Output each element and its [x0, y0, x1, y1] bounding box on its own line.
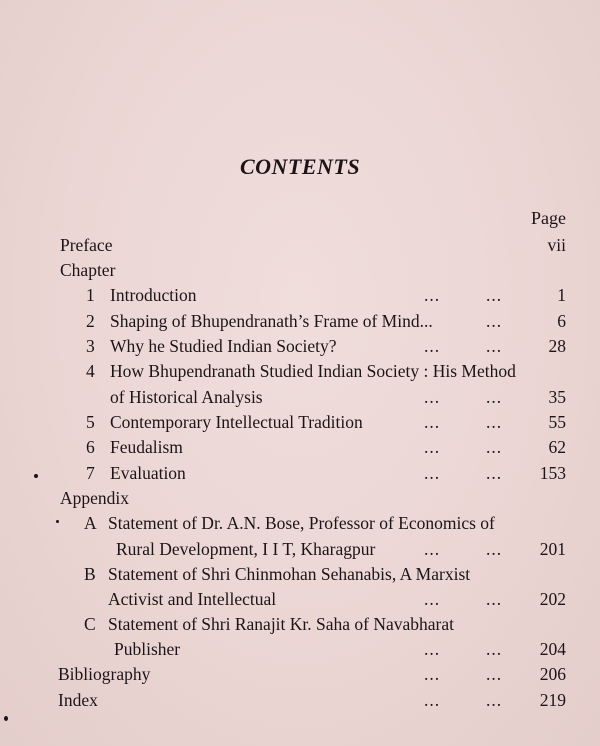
- toc-leader-dots: ...: [486, 387, 503, 407]
- toc-entry-chapter-7: [0, 461, 600, 486]
- toc-entry-page: 55: [548, 412, 566, 432]
- toc-entry-label: Statement of Shri Ranajit Kr. Saha of Navabharat: [108, 614, 455, 634]
- toc-leader-dots: ...: [486, 336, 503, 356]
- toc-entry-page: 201: [539, 539, 566, 559]
- toc-entry-label: How Bhupendranath Studied Indian Society : His Method: [110, 361, 516, 381]
- toc-entry-page: 153: [539, 463, 566, 483]
- toc-entry-label: Index: [58, 690, 98, 710]
- ink-speck: [34, 474, 38, 478]
- toc-leader-dots: ...: [486, 589, 503, 609]
- toc-entry-label: Activist and Intellectual: [108, 589, 277, 609]
- toc-entry-appendix-a-continued: [0, 537, 600, 562]
- toc-leader-dots: ...: [486, 311, 503, 331]
- toc-entry-number: 4: [86, 361, 95, 381]
- toc-entry-page: 202: [539, 589, 566, 609]
- toc-entry-chapter-4: [0, 359, 600, 384]
- toc-entry-page: vii: [547, 235, 566, 255]
- toc-entry-label: Preface: [60, 235, 113, 255]
- toc-entry-label: Shaping of Bhupendranath’s Frame of Mind...: [110, 311, 433, 331]
- toc-entry-appendix-a: [0, 511, 600, 536]
- toc-leader-dots: ...: [424, 336, 441, 356]
- toc-leader-dots: ...: [424, 387, 441, 407]
- toc-entry-number: A: [84, 513, 97, 533]
- toc-entry-number: 1: [86, 285, 95, 305]
- toc-entry-label: Statement of Dr. A.N. Bose, Professor of Economics of: [108, 513, 495, 533]
- toc-entry-page: 1: [557, 285, 566, 305]
- toc-entry-page: 6: [557, 311, 566, 331]
- toc-leader-dots: ...: [486, 539, 503, 559]
- toc-entry-page: 204: [539, 639, 566, 659]
- toc-leader-dots: ...: [424, 285, 441, 305]
- toc-entry-page: 219: [539, 690, 566, 710]
- page-title: CONTENTS: [239, 154, 361, 179]
- toc-entry-appendix-c: [0, 612, 600, 637]
- toc-leader-dots: ...: [424, 664, 441, 684]
- toc-leader-dots: ...: [486, 664, 503, 684]
- toc-entry-label: Rural Development, I I T, Kharagpur: [116, 539, 376, 559]
- toc-section-label: Appendix: [60, 488, 130, 508]
- toc-leader-dots: ...: [486, 412, 503, 432]
- toc-entry-page: 62: [548, 437, 566, 457]
- toc-leader-dots: ...: [424, 539, 441, 559]
- toc-entry-chapter-6: [0, 435, 600, 460]
- toc-leader-dots: ...: [424, 639, 441, 659]
- toc-entry-page: 206: [539, 664, 566, 684]
- toc-leader-dots: ...: [424, 589, 441, 609]
- toc-entry-appendix-c-continued: [0, 637, 600, 662]
- toc-entry-number: 5: [86, 412, 95, 432]
- toc-section-appendix: [0, 486, 600, 511]
- toc-leader-dots: ...: [486, 639, 503, 659]
- toc-entry-label: Why he Studied Indian Society?: [110, 336, 337, 356]
- toc-entry-number: 6: [86, 437, 95, 457]
- toc-entry-number: 2: [86, 311, 95, 331]
- toc-entry-number: B: [84, 564, 96, 584]
- toc-leader-dots: ...: [424, 690, 441, 710]
- toc-entry-label: Bibliography: [58, 664, 151, 684]
- toc-entry-chapter-3: [0, 334, 600, 359]
- toc-entry-appendix-b: [0, 562, 600, 587]
- toc-section-chapter: [0, 258, 600, 283]
- page-column-heading: Page: [531, 208, 566, 228]
- toc-leader-dots: ...: [486, 690, 503, 710]
- toc-entry-label: Publisher: [114, 639, 181, 659]
- toc-entry-label: Contemporary Intellectual Tradition: [110, 412, 363, 432]
- toc-entry-number: 3: [86, 336, 95, 356]
- toc-entry-number: 7: [86, 463, 95, 483]
- toc-entry-preface: [0, 233, 600, 258]
- toc-entry-chapter-5: [0, 410, 600, 435]
- toc-entry-appendix-b-continued: [0, 587, 600, 612]
- toc-entry-label: Statement of Shri Chinmohan Sehanabis, A Marxist: [108, 564, 471, 584]
- ink-speck: [56, 520, 59, 523]
- toc-entry-bibliography: [0, 662, 600, 687]
- toc-leader-dots: ...: [486, 437, 503, 457]
- toc-leader-dots: ...: [424, 463, 441, 483]
- toc-entry-number: C: [84, 614, 96, 634]
- toc-entry-chapter-2: [0, 309, 600, 334]
- toc-leader-dots: ...: [424, 412, 441, 432]
- toc-section-label: Chapter: [60, 260, 116, 280]
- toc-entry-page: 35: [548, 387, 566, 407]
- toc-entry-index: [0, 688, 600, 713]
- toc-leader-dots: ...: [424, 437, 441, 457]
- toc-entry-label: Introduction: [110, 285, 197, 305]
- toc-entry-label: Evaluation: [110, 463, 186, 483]
- toc-leader-dots: ...: [486, 285, 503, 305]
- toc-entry-page: 28: [548, 336, 566, 356]
- toc-entry-label: Feudalism: [110, 437, 183, 457]
- toc-entry-chapter-1: [0, 283, 600, 308]
- ink-speck: [4, 716, 8, 721]
- toc-entry-label: of Historical Analysis: [110, 387, 263, 407]
- toc-entry-chapter-4-continued: [0, 385, 600, 410]
- toc-leader-dots: ...: [486, 463, 503, 483]
